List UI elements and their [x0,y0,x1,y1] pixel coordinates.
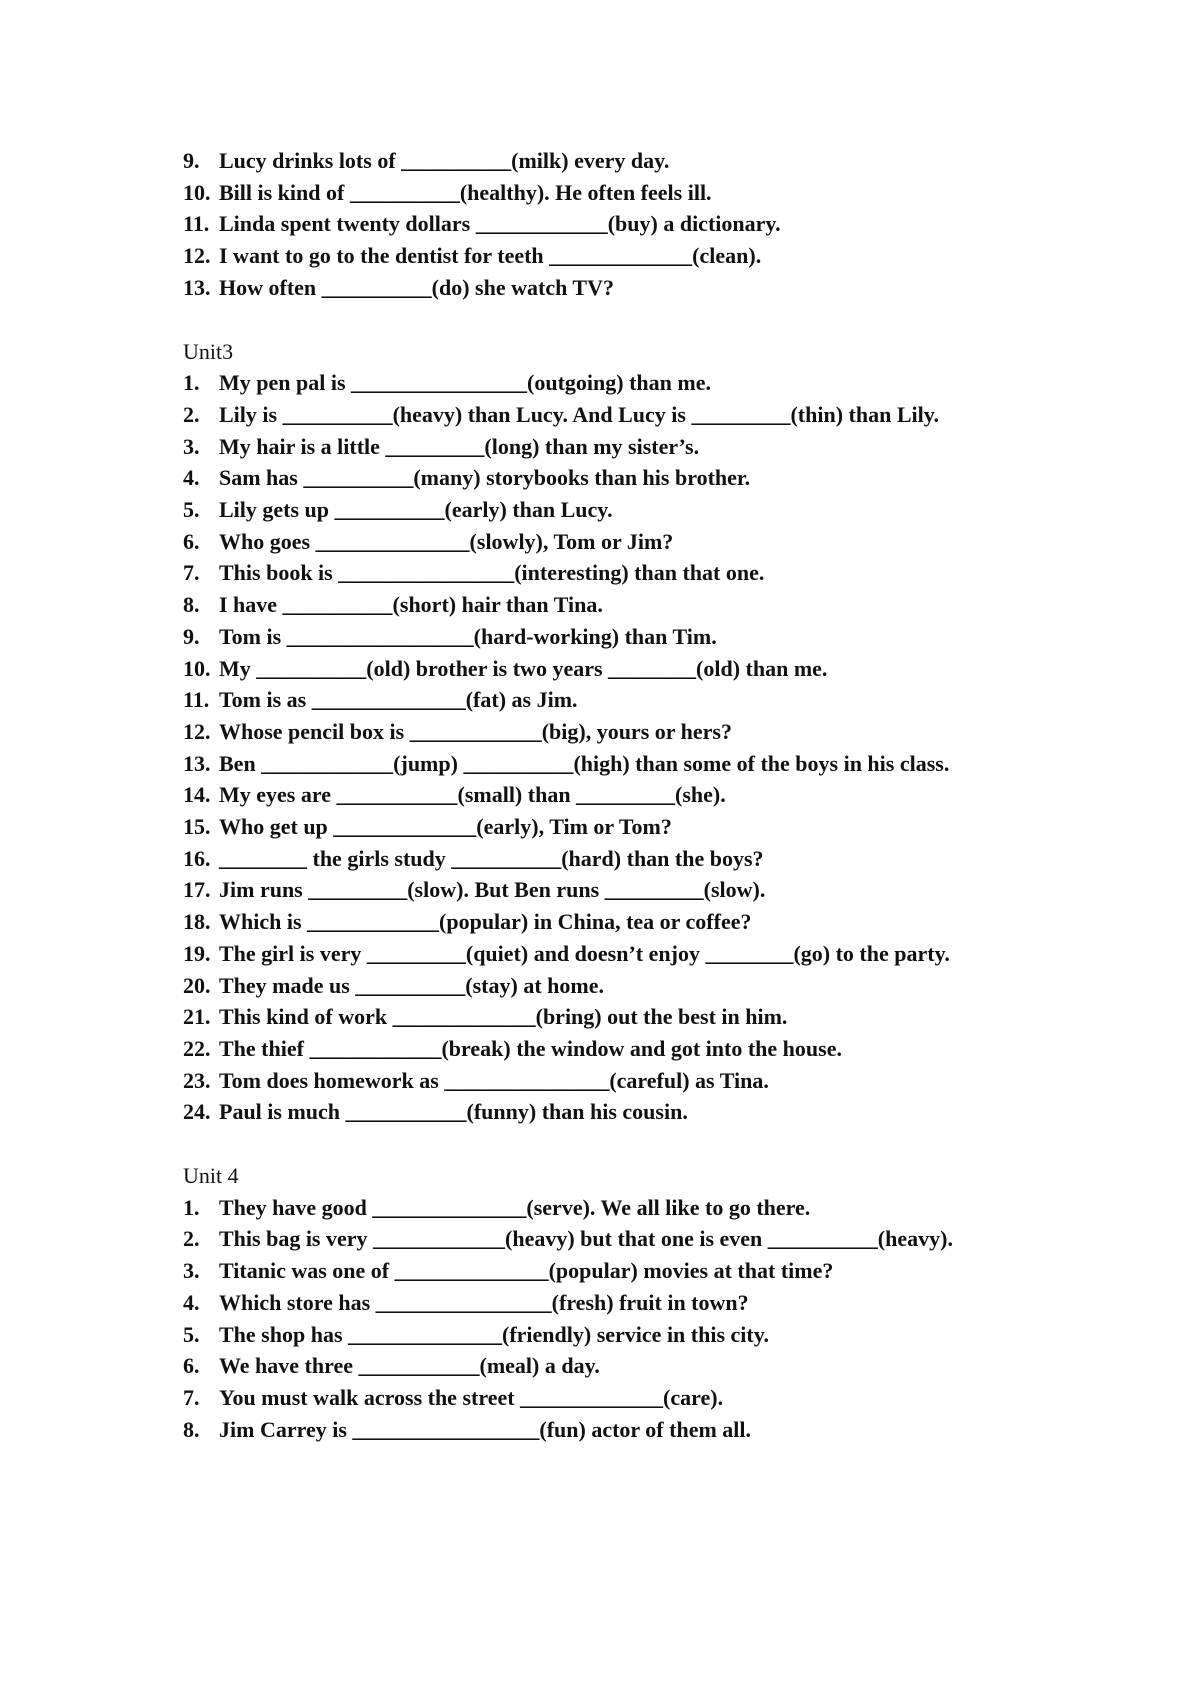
item-number: 2. [183,401,200,427]
exercise-item [183,970,1025,1002]
item-text: The shop has ______________(friendly) service in this city. [219,1321,770,1347]
item-text: How often __________(do) she watch TV? [219,274,614,300]
item-text: Tom is as ______________(fat) as Jim. [219,687,578,713]
item-text: My hair is a little _________(long) than my sister’s. [219,433,700,459]
exercise-item [183,1255,1025,1287]
unit-title: Unit3 [183,338,234,364]
exercise-item [183,272,1025,304]
exercise-item [183,1382,1025,1414]
item-text: Lucy drinks lots of __________(milk) every day. [219,148,670,173]
item-number: 23. [183,1067,211,1093]
unit-title: Unit 4 [183,1163,239,1189]
item-number: 11. [183,687,210,713]
item-number: 8. [183,592,200,618]
item-number: 9. [183,623,200,649]
item-number: 20. [183,972,211,998]
item-number: 22. [183,1035,211,1061]
exercise-item [183,621,1025,653]
item-text: They have good ______________(serve). We all like to go there. [219,1194,811,1220]
exercise-item [183,462,1025,494]
exercise-item [183,843,1025,875]
exercise-item [183,1414,1025,1446]
item-text: This book is ________________(interesting) than that one. [219,560,765,586]
item-text: We have three ___________(meal) a day. [219,1353,600,1379]
item-text: Bill is kind of __________(healthy). He often feels ill. [219,179,712,205]
exercise-item [183,1096,1025,1128]
exercise-item [183,557,1025,589]
item-number: 21. [183,1004,211,1030]
exercise-item [183,1287,1025,1319]
exercise-item [183,1033,1025,1065]
item-number: 11. [183,211,210,237]
exercise-item [183,1223,1025,1255]
item-number: 1. [183,1194,200,1220]
item-text: My __________(old) brother is two years ________(old) than me. [219,655,828,681]
item-number: 13. [183,750,211,776]
exercise-item [183,145,1025,177]
item-text: My pen pal is ________________(outgoing) than me. [219,370,711,396]
item-number: 24. [183,1099,211,1125]
item-text: Which store has ________________(fresh) fruit in town? [219,1289,749,1315]
exercise-item [183,399,1025,431]
exercise-item [183,811,1025,843]
item-text: Whose pencil box is ____________(big), yours or hers? [219,718,732,744]
item-number: 7. [183,560,200,586]
item-text: Lily is __________(heavy) than Lucy. And Lucy is _________(thin) than Lily. [219,401,940,427]
exercise-item [183,526,1025,558]
exercise-item [183,367,1025,399]
item-number: 16. [183,845,211,871]
item-number: 2. [183,1226,200,1252]
item-text: I want to go to the dentist for teeth _____________(clean). [219,243,762,269]
item-number: 6. [183,528,200,554]
item-text: This kind of work _____________(bring) out the best in him. [219,1004,788,1030]
exercise-item [183,684,1025,716]
item-number: 15. [183,814,211,840]
worksheet-page [183,145,1025,1445]
item-number: 3. [183,433,200,459]
item-number: 12. [183,243,211,269]
item-number: 12. [183,718,211,744]
exercise-item [183,1001,1025,1033]
exercise-section [183,336,1025,1129]
item-number: 7. [183,1384,200,1410]
item-number: 3. [183,1258,200,1284]
item-text: I have __________(short) hair than Tina. [219,592,603,618]
exercise-section [183,1160,1025,1445]
exercise-item [183,748,1025,780]
item-number: 19. [183,940,211,966]
exercise-item [183,589,1025,621]
item-number: 8. [183,1416,200,1442]
exercise-item [183,1350,1025,1382]
item-text: Jim Carrey is _________________(fun) actor of them all. [219,1416,752,1442]
item-text: My eyes are ___________(small) than _________(she). [219,782,726,808]
item-text: Tom is _________________(hard-working) than Tim. [219,623,717,649]
exercise-item [183,716,1025,748]
exercise-item [183,1192,1025,1224]
item-number: 14. [183,782,211,808]
item-text: Jim runs _________(slow). But Ben runs _________(slow). [219,877,766,903]
item-number: 17. [183,877,211,903]
item-text: They made us __________(stay) at home. [219,972,604,998]
item-number: 9. [183,148,200,173]
item-number: 5. [183,1321,200,1347]
item-text: Which is ____________(popular) in China, tea or coffee? [219,909,752,935]
item-text: Who goes ______________(slowly), Tom or Jim? [219,528,674,554]
item-text: The thief ____________(break) the window and got into the house. [219,1035,842,1061]
item-text: Tom does homework as _______________(careful) as Tina. [219,1067,769,1093]
item-text: Linda spent twenty dollars ____________(buy) a dictionary. [219,211,781,237]
exercise-item [183,906,1025,938]
item-number: 13. [183,274,211,300]
item-number: 18. [183,909,211,935]
exercise-item [183,779,1025,811]
exercise-section [183,145,1025,304]
item-number: 5. [183,497,200,523]
exercise-item [183,431,1025,463]
item-text: Sam has __________(many) storybooks than his brother. [219,465,751,491]
exercise-item [183,208,1025,240]
item-number: 6. [183,1353,200,1379]
exercise-item [183,240,1025,272]
item-text: Titanic was one of ______________(popular) movies at that time? [219,1258,834,1284]
item-number: 10. [183,179,211,205]
exercise-item [183,177,1025,209]
item-number: 1. [183,370,200,396]
item-text: Lily gets up __________(early) than Lucy. [219,497,613,523]
item-text: This bag is very ____________(heavy) but that one is even __________(heavy). [219,1226,953,1252]
item-text: You must walk across the street _____________(care). [219,1384,724,1410]
exercise-item [183,1065,1025,1097]
exercise-item [183,938,1025,970]
item-text: Ben ____________(jump) __________(high) than some of the boys in his class. [219,750,950,776]
item-text: Who get up _____________(early), Tim or Tom? [219,814,672,840]
exercise-item [183,874,1025,906]
exercise-item [183,494,1025,526]
exercise-item [183,653,1025,685]
item-number: 4. [183,465,200,491]
item-number: 10. [183,655,211,681]
exercise-item [183,1319,1025,1351]
item-text: The girl is very _________(quiet) and doesn’t enjoy ________(go) to the party. [219,940,950,966]
item-text: ________ the girls study __________(hard) than the boys? [219,845,764,871]
item-number: 4. [183,1289,200,1315]
item-text: Paul is much ___________(funny) than his cousin. [219,1099,688,1125]
sections-container [183,145,1025,1445]
